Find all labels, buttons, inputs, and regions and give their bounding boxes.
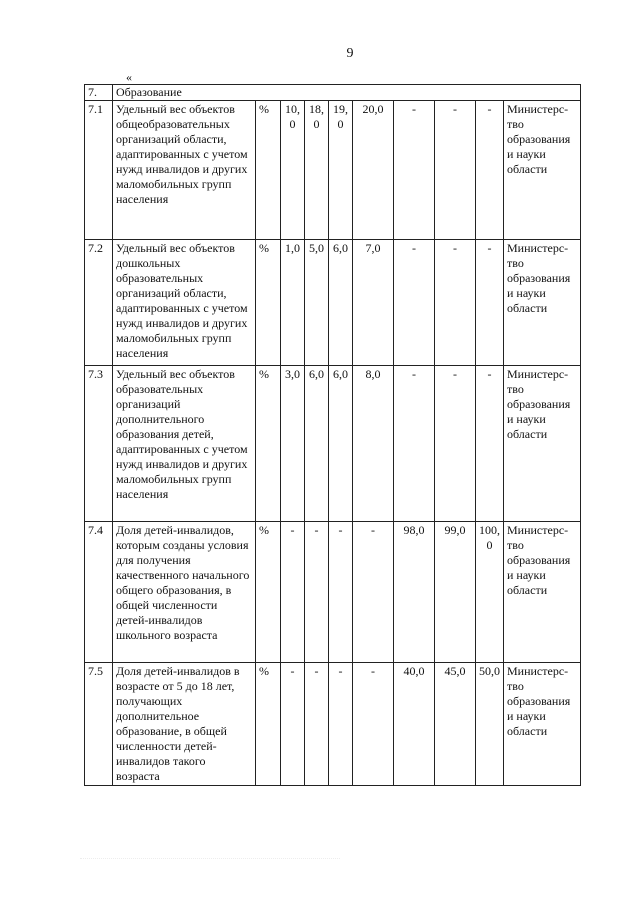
- value-cell: 18, 0: [305, 101, 329, 240]
- indicator-name: Удельный вес объектов общеобразовательных организаций области, адаптированных с учетом нужд инвалидов и других маломобильных групп населения: [113, 101, 256, 240]
- responsible-cell: Министерс-тво образования и науки области: [504, 101, 581, 240]
- section-title: Образование: [113, 85, 581, 101]
- row-number: 7.4: [85, 522, 113, 663]
- value-cell: -: [435, 366, 476, 522]
- scan-specks: [80, 858, 340, 879]
- value-cell: -: [435, 101, 476, 240]
- value-cell: 100, 0: [476, 522, 504, 663]
- value-cell: 6,0: [329, 366, 353, 522]
- value-cell: 50,0: [476, 663, 504, 786]
- unit-cell: %: [256, 366, 281, 522]
- responsible-cell: Министерс-тво образования и науки области: [504, 240, 581, 366]
- value-cell: -: [281, 663, 305, 786]
- quote-mark: «: [126, 70, 132, 84]
- value-cell: -: [476, 366, 504, 522]
- value-cell: -: [305, 663, 329, 786]
- table-row: [85, 240, 581, 366]
- section-row: [85, 85, 581, 101]
- indicator-name: Доля детей-инвалидов, которым созданы условия для получения качественного начального общего образования, в общей численности детей-инвалидов школьного возраста: [113, 522, 256, 663]
- value-cell: -: [394, 366, 435, 522]
- indicator-name: Удельный вес объектов образовательных организаций дополнительного образования детей, адаптированных с учетом нужд инвалидов и других маломобильных групп населения: [113, 366, 256, 522]
- value-cell: -: [281, 522, 305, 663]
- row-number: 7.3: [85, 366, 113, 522]
- value-cell: -: [435, 240, 476, 366]
- responsible-cell: Министерс-тво образования и науки области: [504, 522, 581, 663]
- value-cell: -: [394, 101, 435, 240]
- value-cell: 99,0: [435, 522, 476, 663]
- unit-cell: %: [256, 240, 281, 366]
- value-cell: -: [394, 240, 435, 366]
- row-number: 7.5: [85, 663, 113, 786]
- indicator-name: Удельный вес объектов дошкольных образовательных организаций области, адаптированных с учетом нужд инвалидов и других маломобильных групп населения: [113, 240, 256, 366]
- section-number: 7.: [85, 85, 113, 101]
- value-cell: 20,0: [353, 101, 394, 240]
- value-cell: -: [476, 240, 504, 366]
- responsible-cell: Министерс-тво образования и науки области: [504, 366, 581, 522]
- indicator-name: Доля детей-инвалидов в возрасте от 5 до 18 лет, получающих дополнительное образование, в общей численности детей-инвалидов такого возраста: [113, 663, 256, 786]
- table-row: [85, 101, 581, 240]
- value-cell: 19, 0: [329, 101, 353, 240]
- unit-cell: %: [256, 663, 281, 786]
- indicators-table: [84, 84, 581, 786]
- value-cell: 40,0: [394, 663, 435, 786]
- value-cell: -: [329, 663, 353, 786]
- table-row: [85, 663, 581, 786]
- value-cell: 98,0: [394, 522, 435, 663]
- page-number: 9: [346, 46, 354, 61]
- value-cell: 8,0: [353, 366, 394, 522]
- value-cell: 10, 0: [281, 101, 305, 240]
- value-cell: 6,0: [329, 240, 353, 366]
- table-row: [85, 366, 581, 522]
- value-cell: 5,0: [305, 240, 329, 366]
- value-cell: -: [329, 522, 353, 663]
- value-cell: -: [305, 522, 329, 663]
- value-cell: -: [476, 101, 504, 240]
- value-cell: -: [353, 663, 394, 786]
- value-cell: 6,0: [305, 366, 329, 522]
- value-cell: 1,0: [281, 240, 305, 366]
- table-row: [85, 522, 581, 663]
- unit-cell: %: [256, 101, 281, 240]
- value-cell: 45,0: [435, 663, 476, 786]
- value-cell: 3,0: [281, 366, 305, 522]
- unit-cell: %: [256, 522, 281, 663]
- row-number: 7.1: [85, 101, 113, 240]
- row-number: 7.2: [85, 240, 113, 366]
- value-cell: 7,0: [353, 240, 394, 366]
- responsible-cell: Министерс-тво образования и науки области: [504, 663, 581, 786]
- value-cell: -: [353, 522, 394, 663]
